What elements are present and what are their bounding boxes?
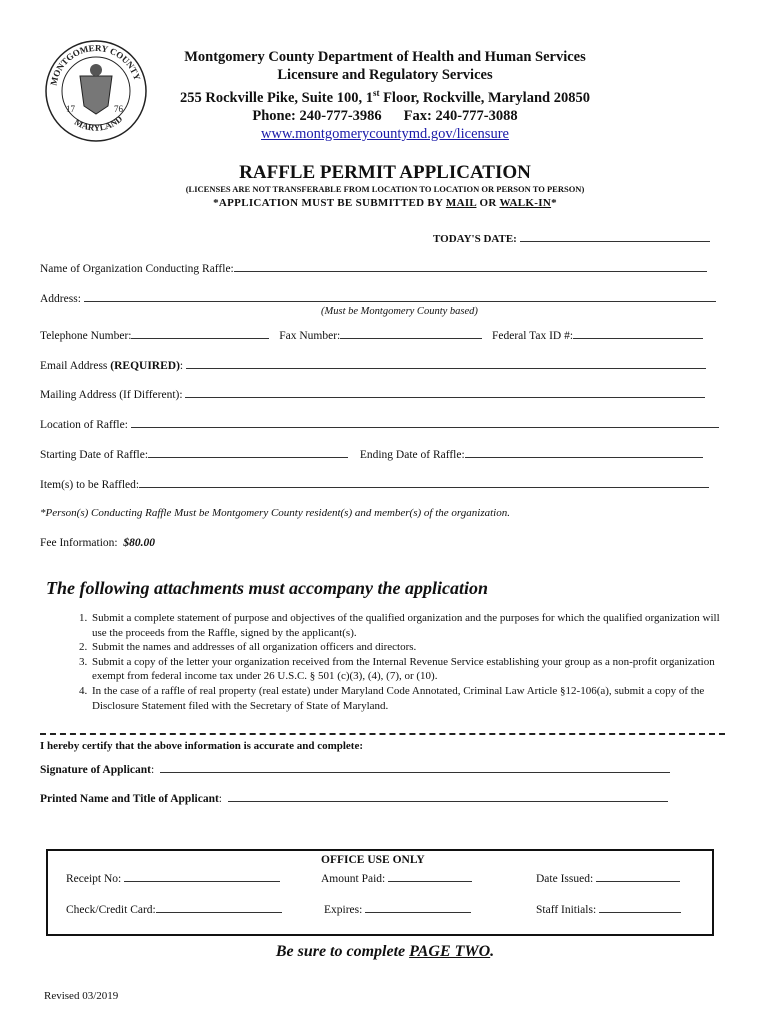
signature-field[interactable] bbox=[160, 761, 670, 773]
email-colon: : bbox=[179, 360, 184, 372]
email-field[interactable] bbox=[186, 357, 706, 369]
check-row bbox=[66, 901, 282, 916]
phone-number: Phone: 240-777-3986 bbox=[252, 107, 382, 124]
office-use-box bbox=[46, 849, 714, 936]
items-row bbox=[40, 476, 709, 492]
attachments-title: The following attachments must accompany the application bbox=[46, 578, 489, 598]
seal-top-text: MONTGOMERY COUNTY bbox=[48, 42, 143, 87]
items-label: Item(s) to be Raffled: bbox=[40, 479, 140, 491]
org-name-label: Name of Organization Conducting Raffle: bbox=[40, 263, 234, 275]
county-seal-logo bbox=[44, 36, 148, 146]
address-pre: 255 Rockville Pike, Suite 100, 1 bbox=[180, 89, 373, 106]
submission-post: * bbox=[551, 197, 557, 209]
division-name: Licensure and Regulatory Services bbox=[277, 67, 493, 83]
items-field[interactable] bbox=[139, 476, 709, 488]
mailing-label: Mailing Address (If Different): bbox=[40, 389, 183, 401]
telephone-field[interactable] bbox=[131, 327, 269, 339]
todays-date-field[interactable] bbox=[520, 230, 710, 242]
office-address bbox=[150, 84, 620, 107]
date-issued-field[interactable] bbox=[596, 870, 680, 882]
receipt-row bbox=[66, 870, 280, 885]
attachment-item: 1. Submit a complete statement of purpose and objectives of the qualified organization and the purposes for which the qualified organization will use the proceeds from the Raffle, signed by the applicant(s). bbox=[90, 611, 730, 640]
expires-field[interactable] bbox=[365, 901, 471, 913]
telephone-label: Telephone Number: bbox=[40, 330, 132, 342]
complete-pre: Be sure to complete bbox=[275, 943, 410, 960]
address-post: Floor, Rockville, Maryland 20850 bbox=[379, 89, 590, 106]
dates-row bbox=[40, 446, 703, 462]
receipt-field[interactable] bbox=[124, 870, 280, 882]
attachment-item: 2. Submit the names and addresses of all organization officers and directors. bbox=[90, 640, 730, 655]
todays-date-label: TODAY'S DATE: bbox=[433, 233, 517, 245]
page-two-link[interactable]: PAGE TWO bbox=[409, 943, 491, 960]
tax-id-label: Federal Tax ID #: bbox=[492, 330, 574, 342]
seal-bottom-text: MARYLAND bbox=[72, 113, 125, 133]
amount-field[interactable] bbox=[388, 870, 472, 882]
printed-name-row: Printed Name and Title of Applicant: bbox=[40, 790, 668, 806]
certify-statement: I hereby certify that the above information is accurate and complete: bbox=[40, 740, 364, 752]
org-name-field[interactable] bbox=[234, 260, 707, 272]
fee-row bbox=[40, 536, 155, 550]
licensure-link[interactable]: www.montgomerycountymd.gov/licensure bbox=[261, 125, 509, 142]
location-label: Location of Raffle: bbox=[40, 419, 128, 431]
check-field[interactable] bbox=[156, 901, 282, 913]
fax-label: Fax Number: bbox=[279, 330, 341, 342]
signature-row: Signature of Applicant: bbox=[40, 761, 670, 777]
todays-date-row bbox=[433, 230, 710, 246]
staff-field[interactable] bbox=[599, 901, 681, 913]
complete-page-two-notice bbox=[0, 943, 770, 961]
printed-name-label: Printed Name and Title of Applicant bbox=[40, 793, 219, 805]
office-use-title: OFFICE USE ONLY bbox=[321, 854, 425, 866]
submission-walkin: WALK-IN bbox=[499, 197, 552, 209]
printed-name-field[interactable] bbox=[228, 790, 668, 802]
expires-row bbox=[324, 901, 471, 916]
start-date-field[interactable] bbox=[148, 446, 348, 458]
staff-label: Staff Initials: bbox=[536, 904, 597, 916]
submission-mail: MAIL bbox=[445, 197, 477, 209]
complete-post: . bbox=[490, 943, 495, 960]
page-title: RAFFLE PERMIT APPLICATION bbox=[239, 162, 531, 183]
expires-label: Expires: bbox=[324, 904, 363, 916]
submission-notice bbox=[0, 197, 770, 209]
end-date-field[interactable] bbox=[465, 446, 703, 458]
phone-fax bbox=[150, 107, 620, 125]
seal-year-right: 76 bbox=[114, 104, 123, 114]
mailing-field[interactable] bbox=[185, 386, 705, 398]
revision-date: Revised 03/2019 bbox=[44, 990, 119, 1002]
persons-note: *Person(s) Conducting Raffle Must be Montgomery County resident(s) and member(s) of the organization. bbox=[40, 507, 510, 519]
fee-label: Fee Information: bbox=[40, 537, 118, 549]
fax-field[interactable] bbox=[340, 327, 482, 339]
address-note: (Must be Montgomery County based) bbox=[321, 306, 478, 317]
address-row bbox=[40, 290, 716, 306]
amount-row bbox=[321, 870, 472, 885]
address-sup: st bbox=[372, 88, 380, 98]
location-field[interactable] bbox=[131, 416, 719, 428]
staff-row bbox=[536, 901, 681, 916]
location-row bbox=[40, 416, 719, 432]
check-label: Check/Credit Card: bbox=[66, 904, 156, 916]
email-label: Email Address bbox=[40, 360, 111, 372]
address-label: Address: bbox=[40, 293, 81, 305]
amount-label: Amount Paid: bbox=[321, 873, 386, 885]
svg-text:MARYLAND bbox=[73, 113, 125, 133]
email-required: (REQUIRED) bbox=[110, 360, 180, 372]
attachments-list bbox=[52, 611, 730, 713]
letterhead bbox=[150, 48, 620, 143]
date-issued-label: Date Issued: bbox=[536, 873, 594, 885]
end-date-label: Ending Date of Raffle: bbox=[359, 449, 465, 461]
receipt-label: Receipt No: bbox=[66, 873, 122, 885]
email-row bbox=[40, 357, 706, 373]
attachment-item: 3. Submit a copy of the letter your organization received from the Internal Revenue Service establishing your group as a non-profit organization exempt from federal income tax under 26 U.S.C. § 501 (c)(3), (4), (7), or (10). bbox=[90, 655, 730, 684]
transfer-notice: (LICENSES ARE NOT TRANSFERABLE FROM LOCATION TO LOCATION OR PERSON TO PERSON) bbox=[185, 184, 585, 194]
fax-number: Fax: 240-777-3088 bbox=[403, 107, 518, 124]
submission-or: OR bbox=[476, 197, 500, 209]
submission-pre: *APPLICATION MUST BE SUBMITTED BY bbox=[213, 197, 446, 209]
start-date-label: Starting Date of Raffle: bbox=[40, 449, 149, 461]
date-issued-row bbox=[536, 870, 680, 885]
phone-row bbox=[40, 327, 703, 343]
dept-name: Montgomery County Department of Health and Human Services bbox=[184, 49, 586, 65]
dashed-divider bbox=[40, 733, 725, 735]
mailing-row bbox=[40, 386, 705, 402]
seal-year-left: 17 bbox=[66, 104, 75, 114]
org-name-row bbox=[40, 260, 707, 276]
attachment-item: 4. In the case of a raffle of real property (real estate) under Maryland Code Annotated, Criminal Law Article §12-106(a), submit a copy of the Disclosure Statement filed with the Secretary of State of Maryland. bbox=[90, 684, 730, 713]
tax-id-field[interactable] bbox=[573, 327, 703, 339]
fee-value: $80.00 bbox=[123, 537, 155, 549]
signature-label: Signature of Applicant bbox=[40, 764, 151, 776]
address-field[interactable] bbox=[84, 290, 716, 302]
